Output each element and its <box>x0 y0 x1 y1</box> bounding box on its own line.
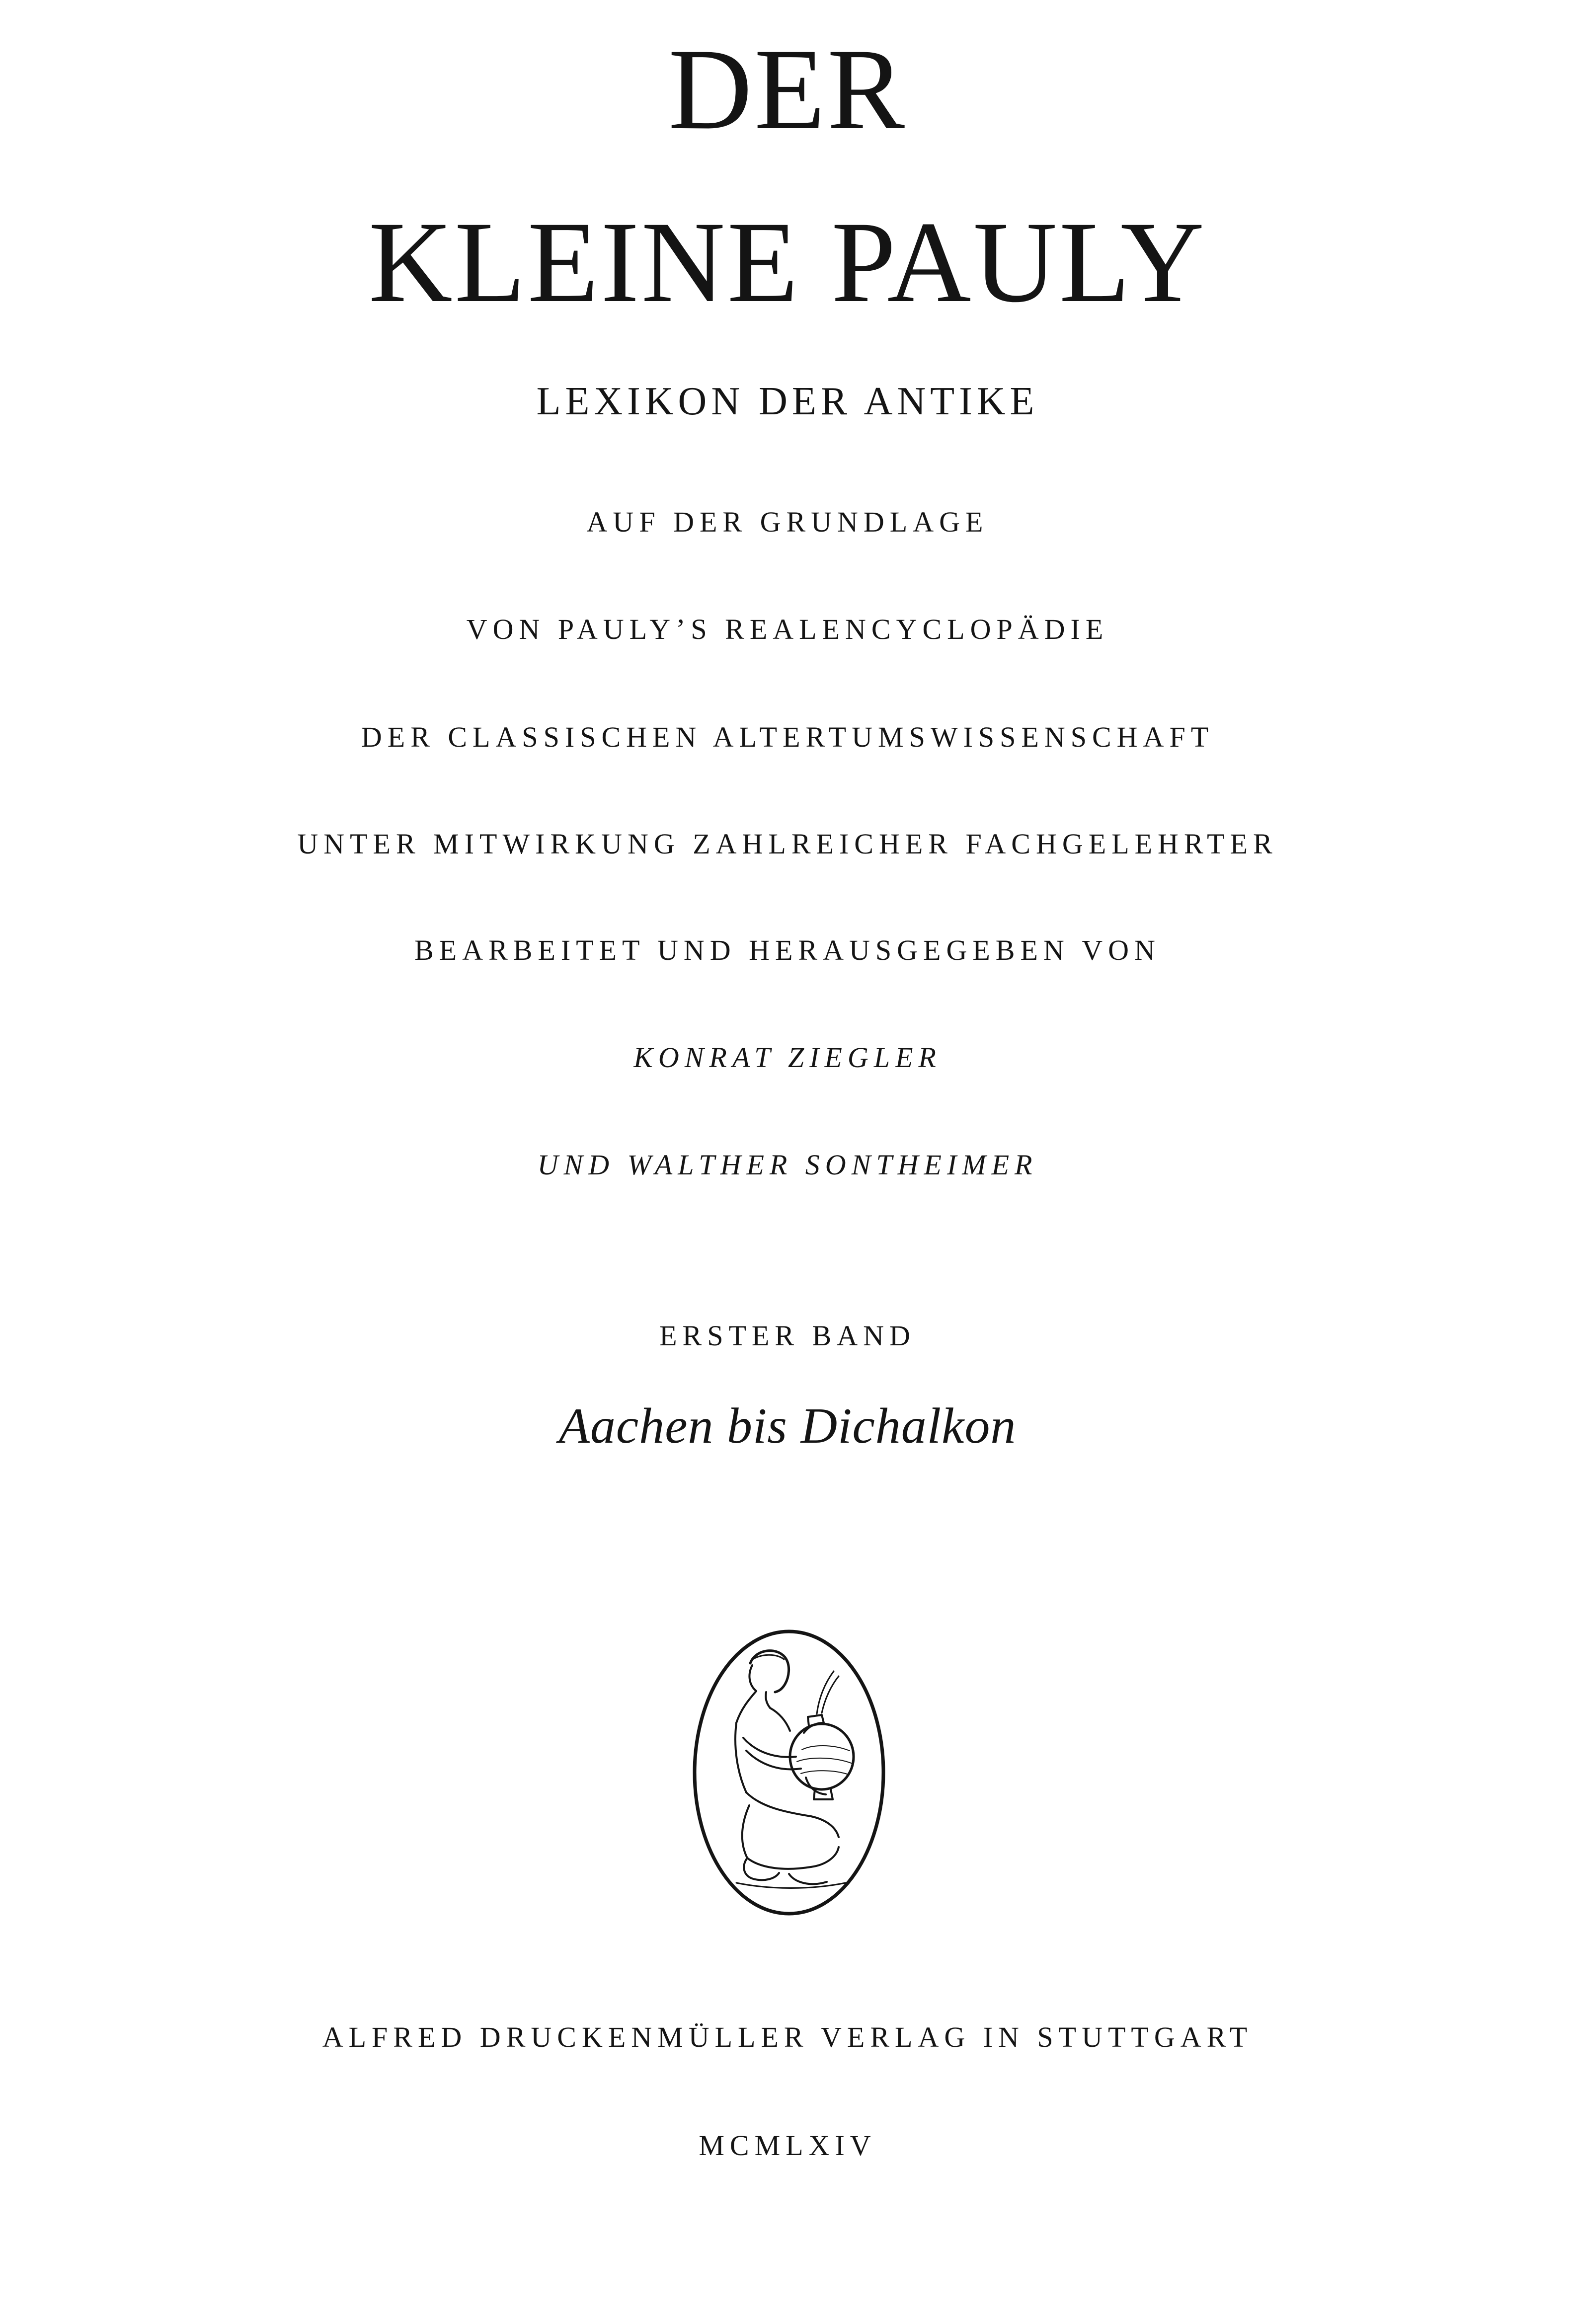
kneeling-figure-with-amphora-emblem-icon <box>692 1628 886 1917</box>
editor-2: UND WALTHER SONTHEIMER <box>537 1149 1038 1181</box>
title-line-1: DER <box>668 24 907 154</box>
basis-line-3: DER CLASSISCHEN ALTERTUMSWISSENSCHAFT <box>361 721 1214 753</box>
subtitle: LEXIKON DER ANTIKE <box>536 380 1039 423</box>
publication-year: MCMLXIV <box>699 2129 876 2162</box>
basis-line-2: VON PAULY’S REALENCYCLOPÄDIE <box>466 613 1109 645</box>
basis-line-1: AUF DER GRUNDLAGE <box>586 506 989 538</box>
basis-line-4: UNTER MITWIRKUNG ZAHLREICHER FACHGELEHRTER <box>297 828 1278 860</box>
volume-range: Aachen bis Dichalkon <box>558 1398 1017 1454</box>
basis-line-5: BEARBEITET UND HERAUSGEGEBEN VON <box>414 934 1161 966</box>
title-line-2: KLEINE PAULY <box>368 197 1207 326</box>
publisher: ALFRED DRUCKENMÜLLER VERLAG IN STUTTGART <box>322 2021 1253 2053</box>
volume-label: ERSTER BAND <box>659 1319 916 1352</box>
editor-1: KONRAT ZIEGLER <box>633 1041 942 1074</box>
